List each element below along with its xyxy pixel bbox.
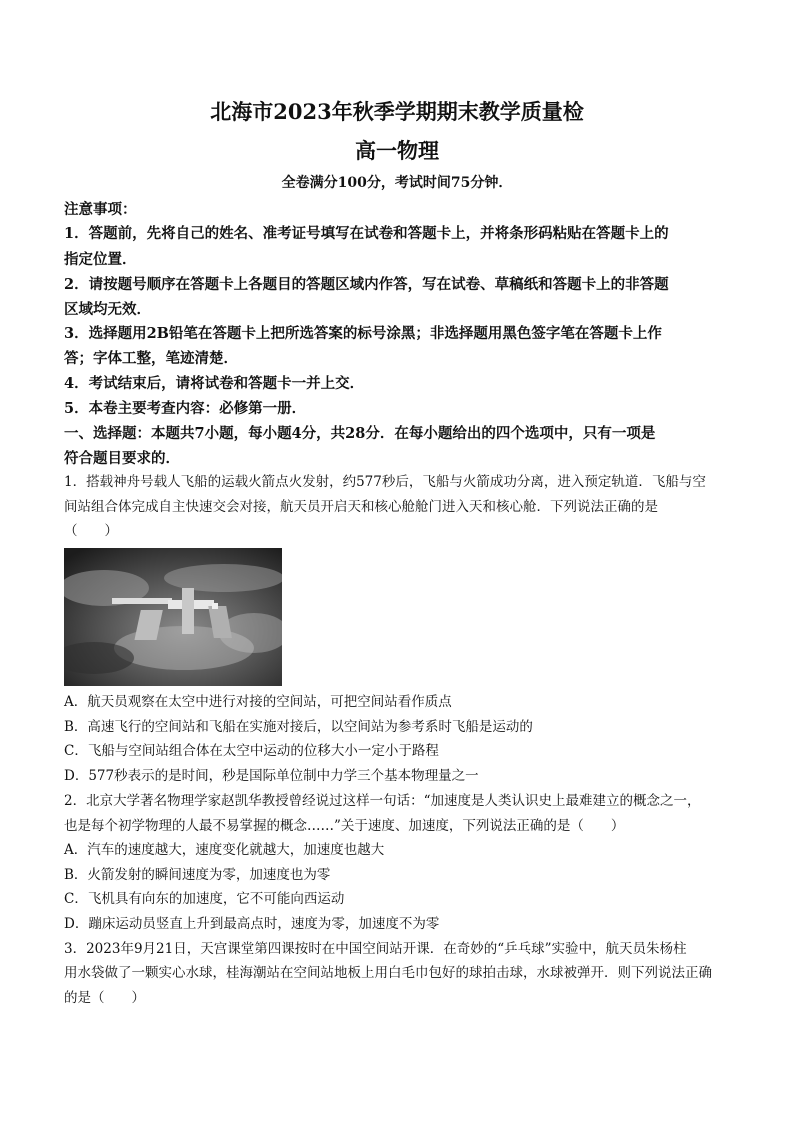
note-line: 4．考试结束后，请将试卷和答题卡一并上交． xyxy=(64,375,365,392)
question-2-option-a: A．汽车的速度越大，速度变化就越大，加速度也越大 xyxy=(64,842,385,858)
space-station-photo xyxy=(64,548,282,686)
note-line: 3．选择题用2B铅笔在答题卡上把所选答案的标号涂黑；非选择题用黑色签字笔在答题卡上作 xyxy=(64,325,662,342)
note-line: 5．本卷主要考查内容：必修第一册． xyxy=(64,400,307,417)
space-station-image xyxy=(64,548,282,686)
notes-heading: 注意事项： xyxy=(64,201,137,218)
question-2-option-c: C．飞机具有向东的加速度，它不可能向西运动 xyxy=(64,891,345,907)
question-1-option-c: C．飞船与空间站组合体在太空中运动的位移大小一定小于路程 xyxy=(64,743,439,759)
exam-title: 北海市2023年秋季学期期末教学质量检 xyxy=(210,99,584,124)
note-line: 1．答题前，先将自己的姓名、准考证号填写在试卷和答题卡上，并将条形码粘贴在答题卡上的 xyxy=(64,225,669,242)
question-1-stem: 间站组合体完成自主快速交会对接，航天员开启天和核心舱舱门进入天和核心舱．下列说法正确的是 xyxy=(64,499,658,515)
question-1-option-b: B．高速飞行的空间站和飞船在实施对接后，以空间站为参考系时飞船是运动的 xyxy=(64,719,533,735)
exam-info: 全卷满分100分，考试时间75分钟． xyxy=(281,175,513,191)
question-3-stem: 的是（ ） xyxy=(64,990,145,1006)
question-2-option-b: B．火箭发射的瞬间速度为零，加速度也为零 xyxy=(64,867,331,883)
question-3-stem: 用水袋做了一颗实心水球，桂海潮站在空间站地板上用白毛巾包好的球拍击球，水球被弹开．则下列说法正确 xyxy=(64,965,712,981)
question-2-option-d: D．蹦床运动员竖直上升到最高点时，速度为零，加速度不为零 xyxy=(64,916,440,932)
question-2-stem: 也是每个初学物理的人最不易掌握的概念……”关于速度、加速度，下列说法正确的是（ ） xyxy=(64,818,625,834)
note-line: 区域均无效． xyxy=(64,301,151,318)
question-2-stem: 2．北京大学著名物理学家赵凯华教授曾经说过这样一句话：“加速度是人类认识史上最难建立的概念之一， xyxy=(64,793,701,809)
question-1-option-d: D．577秒表示的是时间，秒是国际单位制中力学三个基本物理量之一 xyxy=(64,768,479,784)
question-1-stem: 1．搭载神舟号载人飞船的运载火箭点火发射，约577秒后，飞船与火箭成功分离，进入预定轨道．飞船与空 xyxy=(64,474,706,490)
note-line: 指定位置． xyxy=(64,251,137,268)
section-heading: 一、选择题：本题共7小题，每小题4分，共28分．在每小题给出的四个选项中，只有一项是 xyxy=(64,425,656,442)
note-line: 2．请按题号顺序在答题卡上各题目的答题区域内作答，写在试卷、草稿纸和答题卡上的非答题 xyxy=(64,276,669,293)
question-3-stem: 3．2023年9月21日，天宫课堂第四课按时在中国空间站开课．在奇妙的“乒乓球”实验中，航天员朱杨柱 xyxy=(64,941,687,957)
question-1-option-a: A．航天员观察在太空中进行对接的空间站，可把空间站看作质点 xyxy=(64,694,452,710)
question-1-stem: （ ） xyxy=(64,523,118,539)
subject-title: 高一物理 xyxy=(355,138,439,163)
note-line: 答；字体工整，笔迹清楚． xyxy=(64,350,238,367)
section-heading-line: 符合题目要求的． xyxy=(64,450,180,467)
